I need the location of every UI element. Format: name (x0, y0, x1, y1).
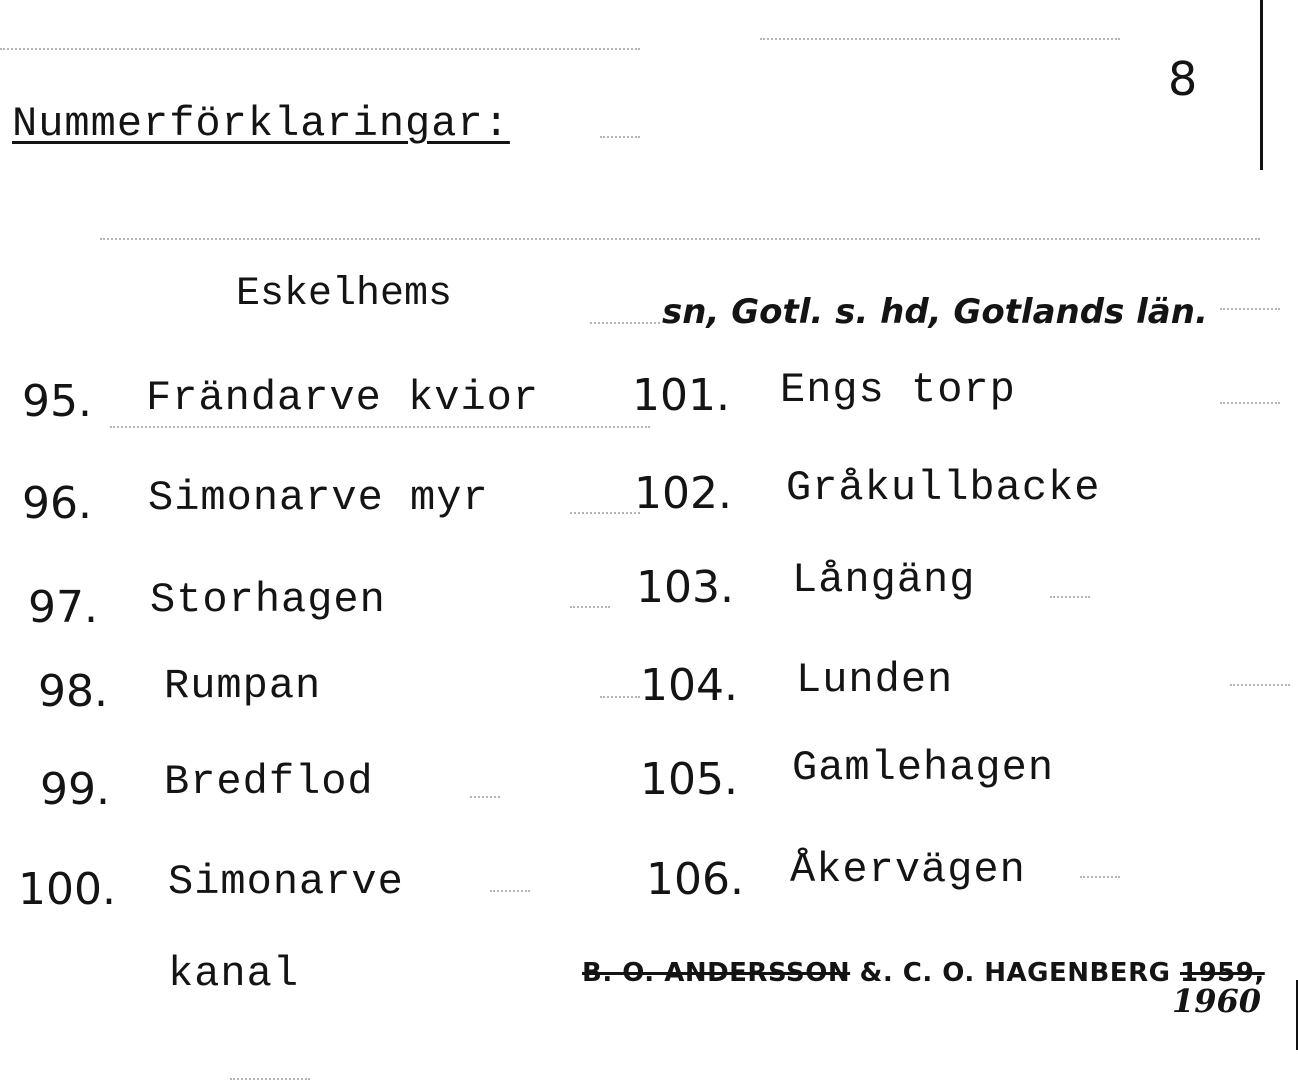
ruling-line (1230, 684, 1290, 686)
ruling-line (100, 238, 1260, 240)
entry-name-continued: kanal (168, 950, 300, 998)
ruling-line (110, 426, 650, 428)
parish-name: Eskelhems (236, 272, 453, 317)
entry-number: 100. (18, 864, 116, 915)
entry-name: Frändarve kvior (146, 374, 540, 422)
entry-name: Storhagen (150, 576, 386, 624)
entry-number: 103. (636, 562, 734, 613)
ruling-line (570, 606, 610, 608)
ruling-line (0, 48, 640, 50)
credit-line (582, 958, 1265, 988)
entry-name: Simonarve (168, 858, 404, 906)
entry-name: Gråkullbacke (786, 464, 1101, 512)
entry-name: Långäng (792, 556, 976, 604)
ruling-line (760, 38, 1120, 40)
card-right-edge (1260, 0, 1263, 170)
entry-number: 96. (22, 478, 92, 529)
entry-name: Rumpan (164, 662, 322, 710)
ruling-line (470, 796, 500, 798)
entry-name: Engs torp (780, 366, 1016, 414)
entry-name: Gamlehagen (792, 744, 1055, 792)
entry-number: 106. (646, 854, 744, 905)
ruling-line (590, 322, 660, 324)
credit-connector: &. C. O. HAGENBERG (859, 958, 1171, 988)
entry-name: Bredflod (164, 758, 374, 806)
ruling-line (1220, 308, 1280, 310)
entry-name: Simonarve myr (148, 474, 489, 522)
struck-year: 1959, (1180, 958, 1265, 988)
page-title: Nummerförklaringar: (12, 100, 510, 148)
ruling-line (570, 512, 640, 514)
entry-number: 97. (28, 582, 98, 633)
entry-number: 98. (38, 666, 108, 717)
ruling-line (1220, 402, 1280, 404)
administrative-location: sn, Gotl. s. hd, Gotlands län. (662, 292, 1208, 332)
entry-name: Åkervägen (790, 846, 1026, 894)
entry-number: 102. (634, 468, 732, 519)
page-number: 8 (1168, 52, 1198, 106)
entry-number: 105. (640, 754, 738, 805)
ruling-line (1080, 876, 1120, 878)
ruling-line (600, 136, 640, 138)
ruling-line (490, 890, 530, 892)
ruling-line (1050, 596, 1090, 598)
handwritten-year: 1960 (1172, 982, 1262, 1020)
ruling-line (230, 1078, 310, 1080)
ruling-line (600, 696, 640, 698)
struck-name: B. O. ANDERSSON (582, 958, 851, 988)
entry-number: 99. (40, 764, 110, 815)
entry-number: 95. (22, 376, 92, 427)
entry-number: 104. (640, 660, 738, 711)
entry-name: Lunden (796, 656, 954, 704)
entry-number: 101. (632, 370, 730, 421)
